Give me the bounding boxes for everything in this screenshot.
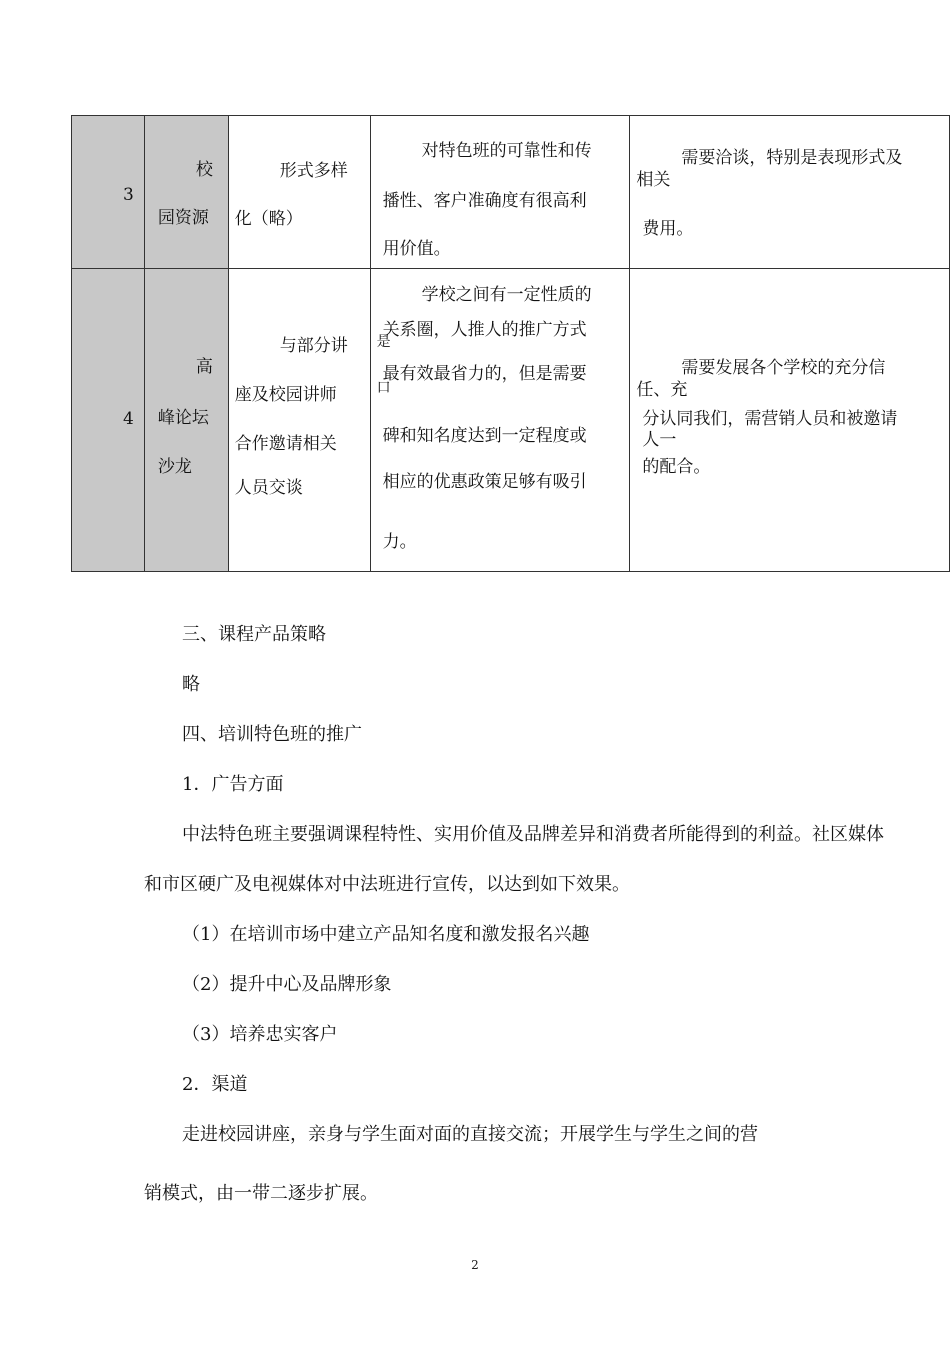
advantage-cell	[370, 116, 630, 269]
paragraph-line: 销模式，由一带二逐步扩展。	[144, 1183, 378, 1204]
advantage-line: 口	[376, 380, 391, 396]
method-line: 化（略）	[234, 209, 303, 229]
list-item: （1）在培训市场中建立产品知名度和激发报名兴趣	[182, 924, 590, 945]
channel-name-line: 沙龙	[157, 457, 192, 477]
advantage-line: 学校之间有一定性质的	[421, 285, 592, 305]
advantage-line: 是	[376, 334, 391, 350]
section-heading: 四、培训特色班的推广	[182, 724, 362, 745]
problem-line: 需要洽谈，特别是表现形式及	[681, 148, 903, 168]
list-item: （2）提升中心及品牌形象	[182, 974, 392, 995]
row-number-cell	[72, 269, 145, 572]
advantage-line: 用价值。	[382, 239, 451, 259]
list-item: （3）培养忠实客户	[182, 1024, 338, 1045]
method-line: 与部分讲	[279, 336, 348, 356]
advantage-line: 碑和知名度达到一定程度或	[382, 426, 587, 446]
advantage-cell	[370, 269, 630, 572]
problem-line: 费用。	[642, 219, 694, 239]
method-cell	[228, 269, 370, 572]
row-number: 3	[123, 185, 134, 205]
problem-line: 的配合。	[642, 457, 711, 477]
method-cell	[228, 116, 370, 269]
problem-cell	[630, 269, 950, 572]
advantage-line: 相应的优惠政策足够有吸引	[382, 472, 587, 492]
method-line: 人员交谈	[234, 478, 303, 498]
channel-name-cell	[144, 269, 228, 572]
paragraph-line: 走进校园讲座，亲身与学生面对面的直接交流；开展学生与学生之间的营	[182, 1124, 758, 1145]
advantage-line: 关系圈，人推人的推广方式	[382, 320, 587, 340]
channel-name-cell	[144, 116, 228, 269]
page-number: 2	[471, 1258, 479, 1272]
table-row	[72, 116, 950, 269]
problem-cell	[630, 116, 950, 269]
advantage-line: 对特色班的可靠性和传	[421, 141, 592, 161]
section-heading: 三、课程产品策略	[182, 624, 326, 645]
method-line: 座及校园讲师	[234, 385, 337, 405]
subsection-heading: 2．渠道	[182, 1074, 248, 1095]
promotion-channel-table	[71, 115, 950, 572]
row-number: 4	[123, 409, 134, 429]
problem-line: 分认同我们，需营销人员和被邀请	[642, 409, 898, 429]
advantage-line: 力。	[382, 532, 417, 552]
subsection-heading: 1．广告方面	[182, 774, 284, 795]
problem-line: 人一	[642, 430, 677, 450]
channel-name-line: 高	[195, 357, 213, 377]
method-line: 合作邀请相关	[234, 434, 337, 454]
channel-name-line: 峰论坛	[157, 408, 209, 428]
channel-name-line: 园资源	[157, 208, 209, 228]
problem-line: 任、充	[636, 380, 688, 400]
advantage-line: 最有效最省力的，但是需要	[382, 364, 587, 384]
method-line: 形式多样	[279, 161, 348, 181]
channel-name-line: 校	[195, 160, 213, 180]
paragraph-line: 中法特色班主要强调课程特性、实用价值及品牌差异和消费者所能得到的利益。社区媒体	[182, 824, 884, 845]
section-body: 略	[182, 674, 200, 695]
problem-line: 相关	[636, 170, 671, 190]
problem-line: 需要发展各个学校的充分信	[681, 358, 886, 378]
table-row	[72, 269, 950, 572]
row-number-cell	[72, 116, 145, 269]
paragraph-line: 和市区硬广及电视媒体对中法班进行宣传，以达到如下效果。	[144, 874, 630, 895]
advantage-line: 播性、客户准确度有很高利	[382, 191, 587, 211]
